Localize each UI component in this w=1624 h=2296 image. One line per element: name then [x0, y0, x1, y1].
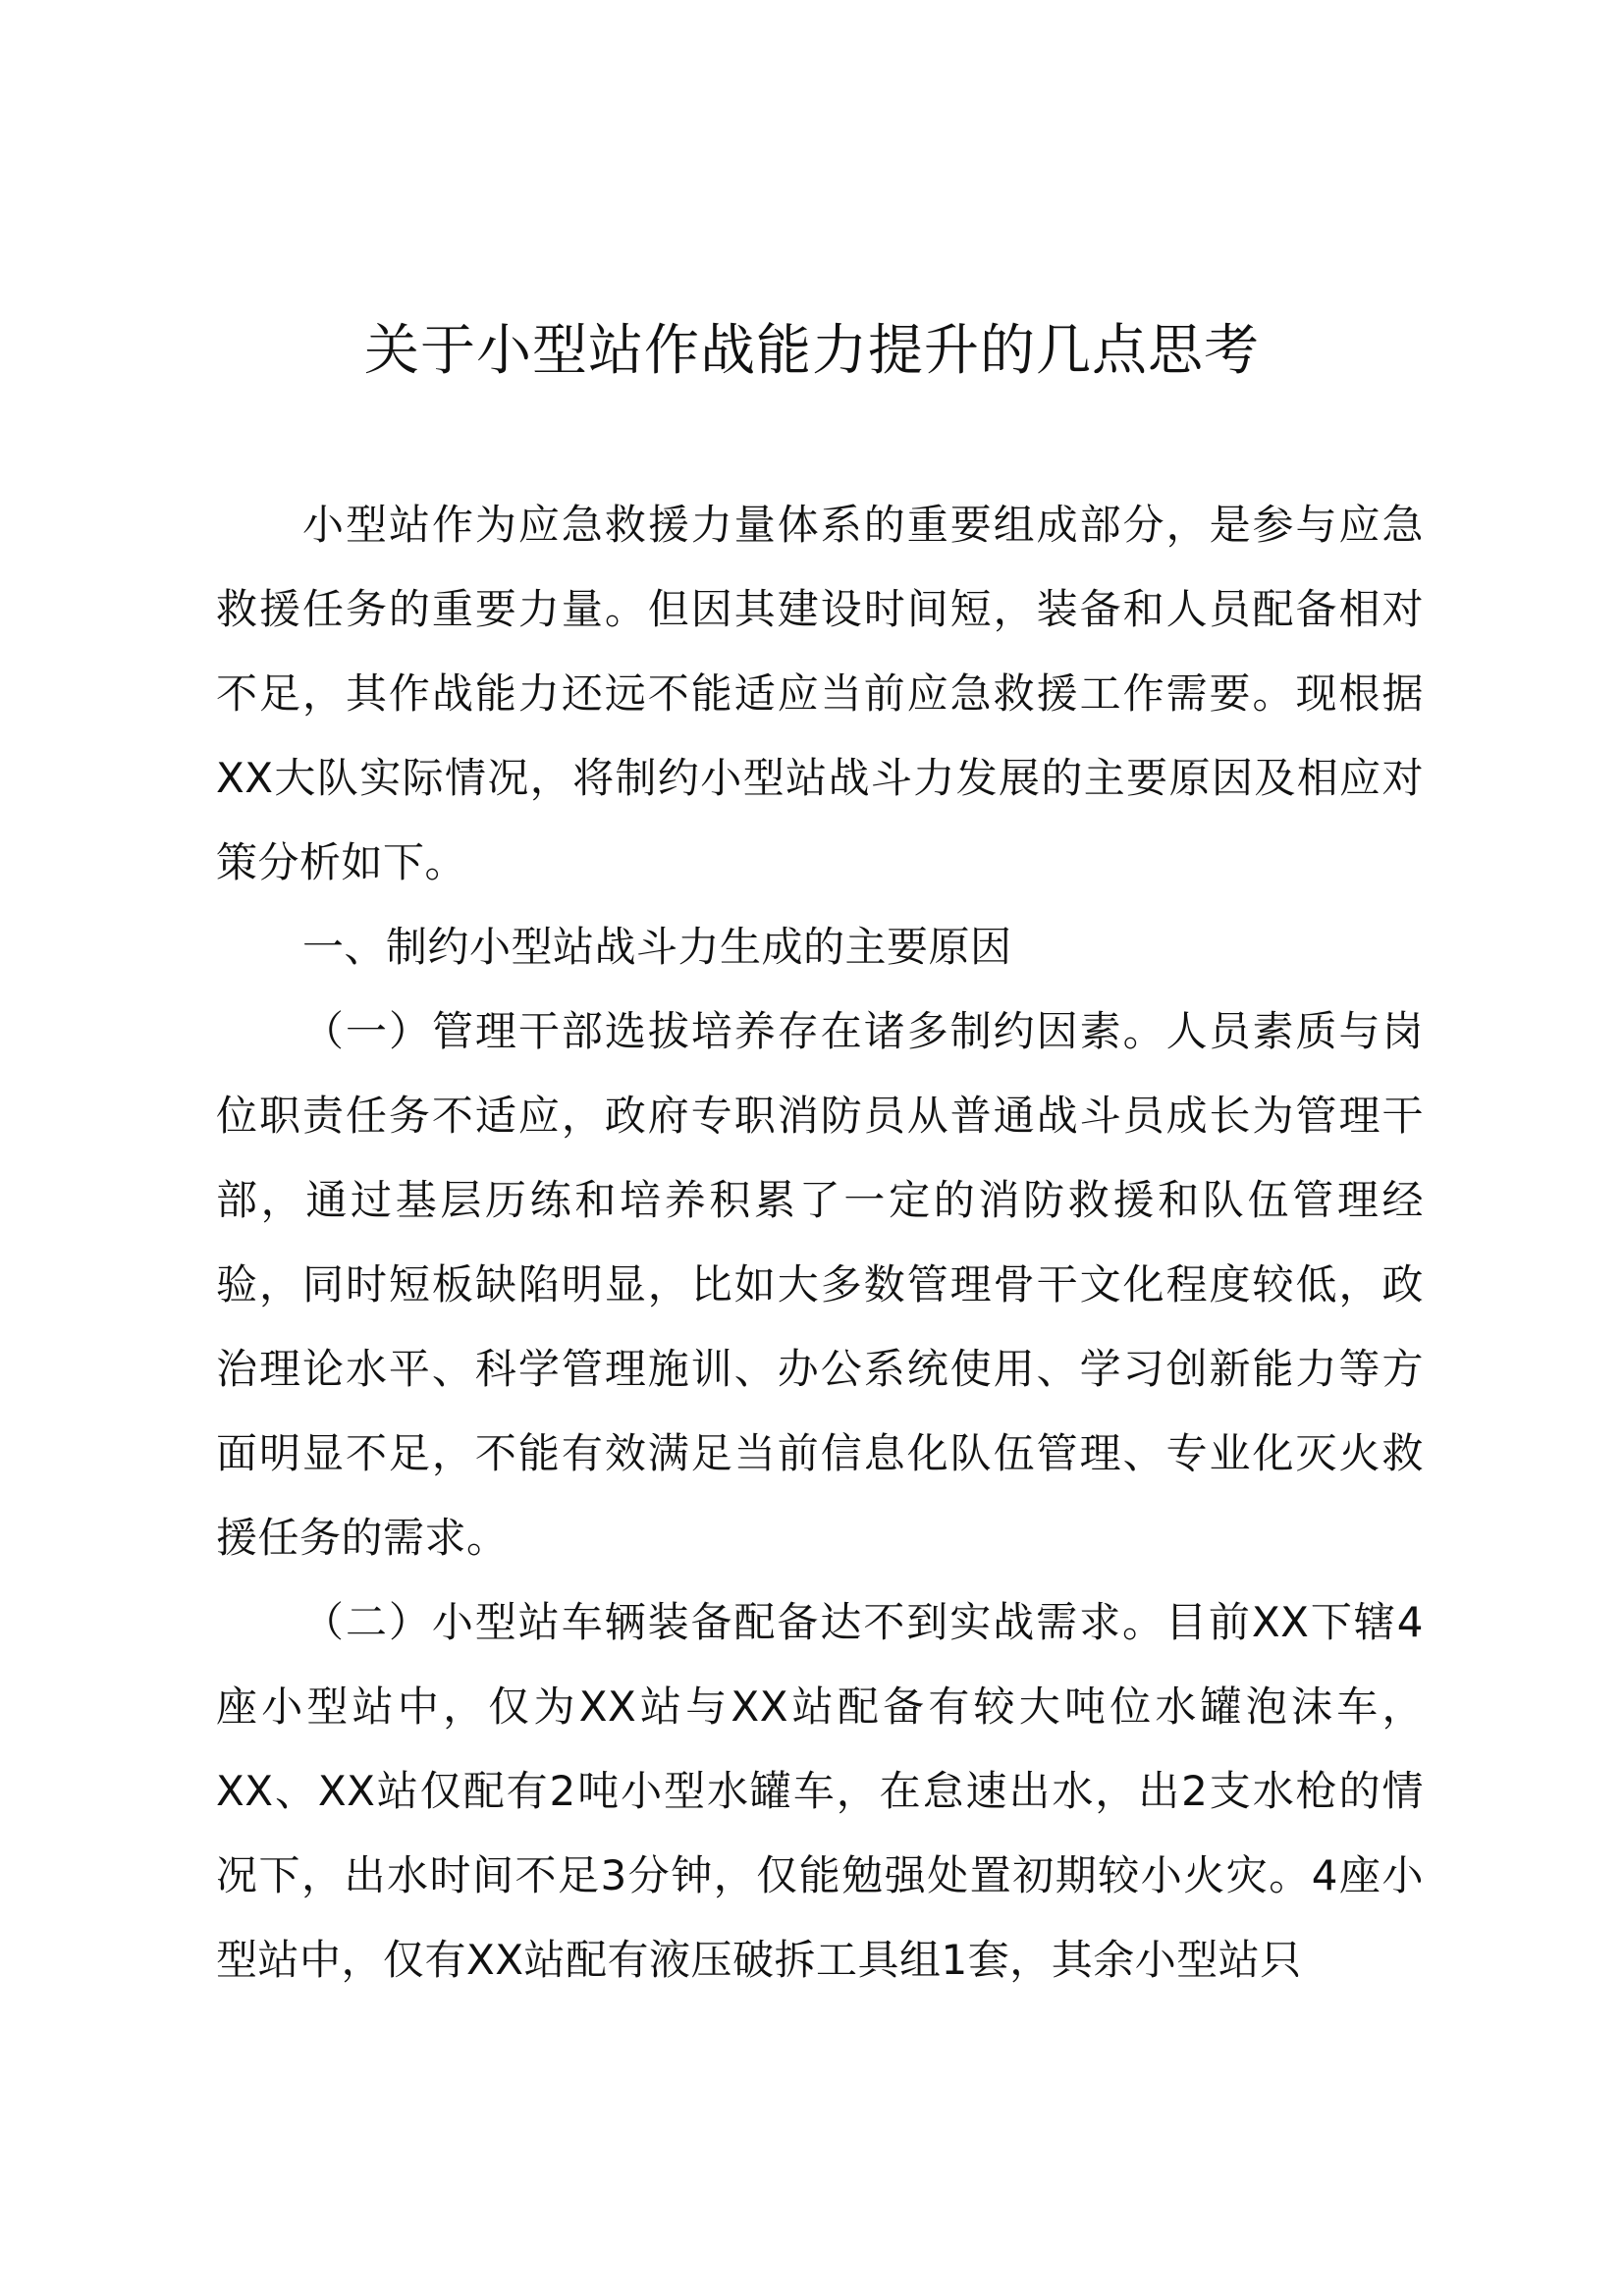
document-title: 关于小型站作战能力提升的几点思考	[364, 319, 1260, 383]
document-body	[216, 483, 1424, 2002]
section-heading-1: 一、制约小型站战斗力生成的主要原因	[302, 923, 1012, 971]
paragraph-management-cadres: （一）管理干部选拔培养存在诸多制约因素。人员素质与岗位职责任务不适应，政府专职消防员从普通战斗员成长为管理干部，通过基层历练和培养积累了一定的消防救援和队伍管理经验，同时短板缺陷明显，比如大多数管理骨干文化程度较低，政治理论水平、科学管理施训、办公系统使用、学习创新能力等方面明显不足，不能有效满足当前信息化队伍管理、专业化灭火救援任务的需求。	[216, 1007, 1424, 1562]
paragraph-vehicle-equipment: （二）小型站车辆装备配备达不到实战需求。目前XX下辖4座小型站中，仅为XX站与XX站配备有较大吨位水罐泡沫车，XX、XX站仅配有2吨小型水罐车，在怠速出水，出2支水枪的情况下，出水时间不足3分钟，仅能勉强处置初期较小火灾。4座小型站中，仅有XX站配有液压破拆工具组1套，其余小型站只	[216, 1598, 1424, 1984]
paragraph-intro: 小型站作为应急救援力量体系的重要组成部分，是参与应急救援任务的重要力量。但因其建设时间短，装备和人员配备相对不足，其作战能力还远不能适应当前应急救援工作需要。现根据XX大队实际情况，将制约小型站战斗力发展的主要原因及相应对策分析如下。	[216, 501, 1424, 886]
